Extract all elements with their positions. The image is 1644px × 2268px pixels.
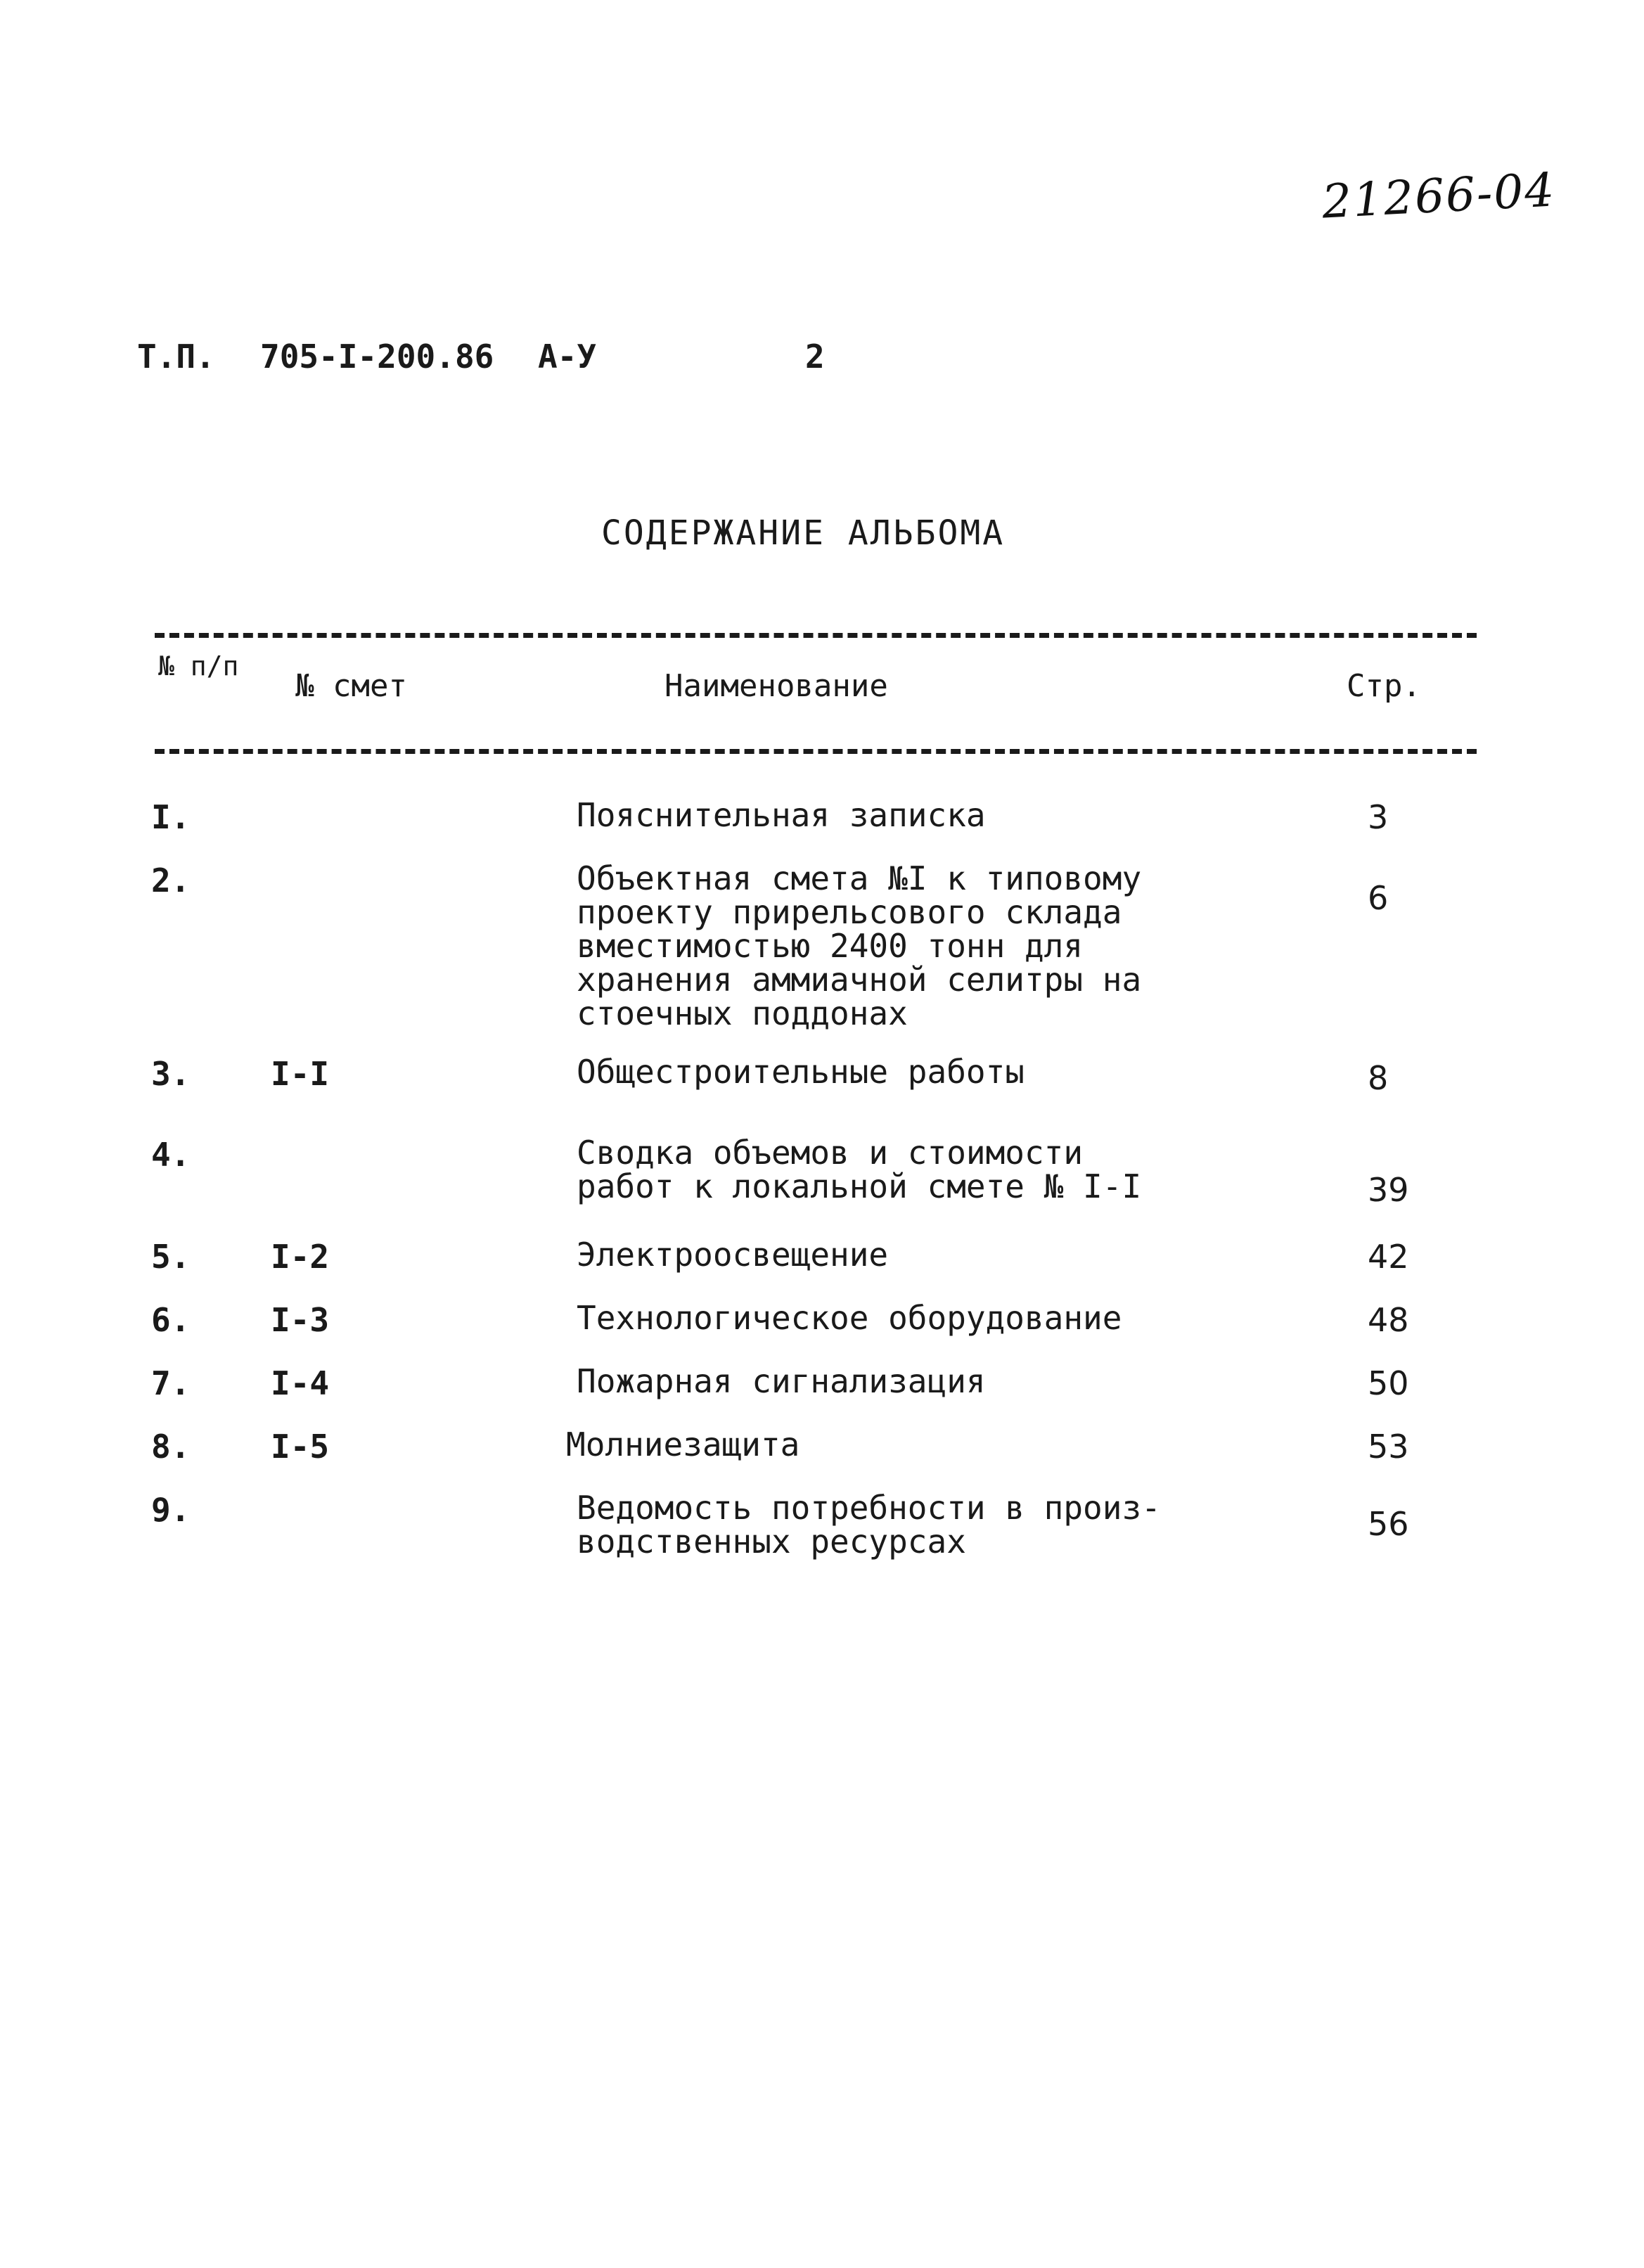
page-title: СОДЕРЖАНИЕ АЛЬБОМА <box>601 513 1006 553</box>
row-name <box>577 1055 1238 1089</box>
row-number: 5. <box>151 1238 191 1276</box>
header-page-number: 2 <box>805 338 825 376</box>
row-smet: I-4 <box>271 1364 330 1402</box>
row-page: 8 <box>1368 1059 1389 1097</box>
handwritten-doc-code: 21266-04 <box>1321 162 1558 229</box>
row-name-line: водственных ресурсах <box>577 1523 966 1561</box>
column-header-smet: № смет <box>295 668 407 704</box>
column-header-num: № п/п <box>158 651 239 681</box>
row-name-line: стоечных поддонах <box>577 994 908 1032</box>
row-page: 50 <box>1368 1364 1409 1402</box>
header-tp-label: Т.П. <box>137 338 215 376</box>
row-number: 4. <box>151 1136 191 1174</box>
row-name-line: Общестроительные работы <box>577 1053 1025 1091</box>
row-number: 9. <box>151 1491 191 1529</box>
row-number: I. <box>151 798 191 836</box>
row-name <box>577 861 1238 1030</box>
header-suffix: А-У <box>538 338 597 376</box>
row-name-line: вместимостью 2400 тонн для <box>577 927 1084 965</box>
row-page: 56 <box>1368 1505 1409 1543</box>
row-number: 6. <box>151 1301 191 1339</box>
table-rule-bottom <box>155 749 1477 754</box>
row-name-line: Молниезащита <box>566 1425 800 1463</box>
row-smet: I-3 <box>271 1301 330 1339</box>
row-smet: I-5 <box>271 1428 330 1466</box>
row-page: 6 <box>1368 879 1389 917</box>
row-name <box>577 1236 1238 1274</box>
row-name-line: Объектная смета №I к типовому <box>577 859 1142 897</box>
row-page: 39 <box>1368 1171 1409 1209</box>
row-name-line: Электроосвещение <box>577 1236 889 1274</box>
row-name-line: хранения аммиачной селитры на <box>577 961 1142 999</box>
row-name-line: работ к локальной смете № I-I <box>577 1167 1142 1205</box>
column-header-page: Стр. <box>1347 668 1421 704</box>
row-name-line: Ведомость потребности в произ- <box>577 1489 1161 1527</box>
column-header-name: Наименование <box>664 668 888 704</box>
row-name <box>577 1301 1238 1335</box>
row-name-line: проекту прирельсового склада <box>577 893 1122 931</box>
row-page: 48 <box>1368 1301 1409 1339</box>
row-name-line: Пояснительная записка <box>577 796 986 834</box>
row-smet: I-2 <box>271 1238 330 1276</box>
row-smet: I-I <box>271 1055 330 1093</box>
row-name-line: Сводка объемов и стоимости <box>577 1134 1084 1172</box>
row-number: 2. <box>151 861 191 899</box>
row-name <box>577 1489 1238 1561</box>
row-number: 3. <box>151 1055 191 1093</box>
row-number: 7. <box>151 1364 191 1402</box>
row-name <box>577 798 1238 832</box>
row-page: 3 <box>1368 798 1389 836</box>
row-name-line: Технологическое оборудование <box>577 1299 1122 1337</box>
row-name <box>577 1364 1238 1398</box>
table-rule-top <box>155 633 1477 638</box>
row-name-line: Пожарная сигнализация <box>577 1362 986 1400</box>
row-page: 42 <box>1368 1238 1409 1276</box>
row-page: 53 <box>1368 1428 1409 1466</box>
row-number: 8. <box>151 1428 191 1466</box>
row-name <box>577 1136 1238 1203</box>
header-project-number: 705-I-200.86 <box>260 338 494 376</box>
row-name <box>566 1425 1227 1463</box>
